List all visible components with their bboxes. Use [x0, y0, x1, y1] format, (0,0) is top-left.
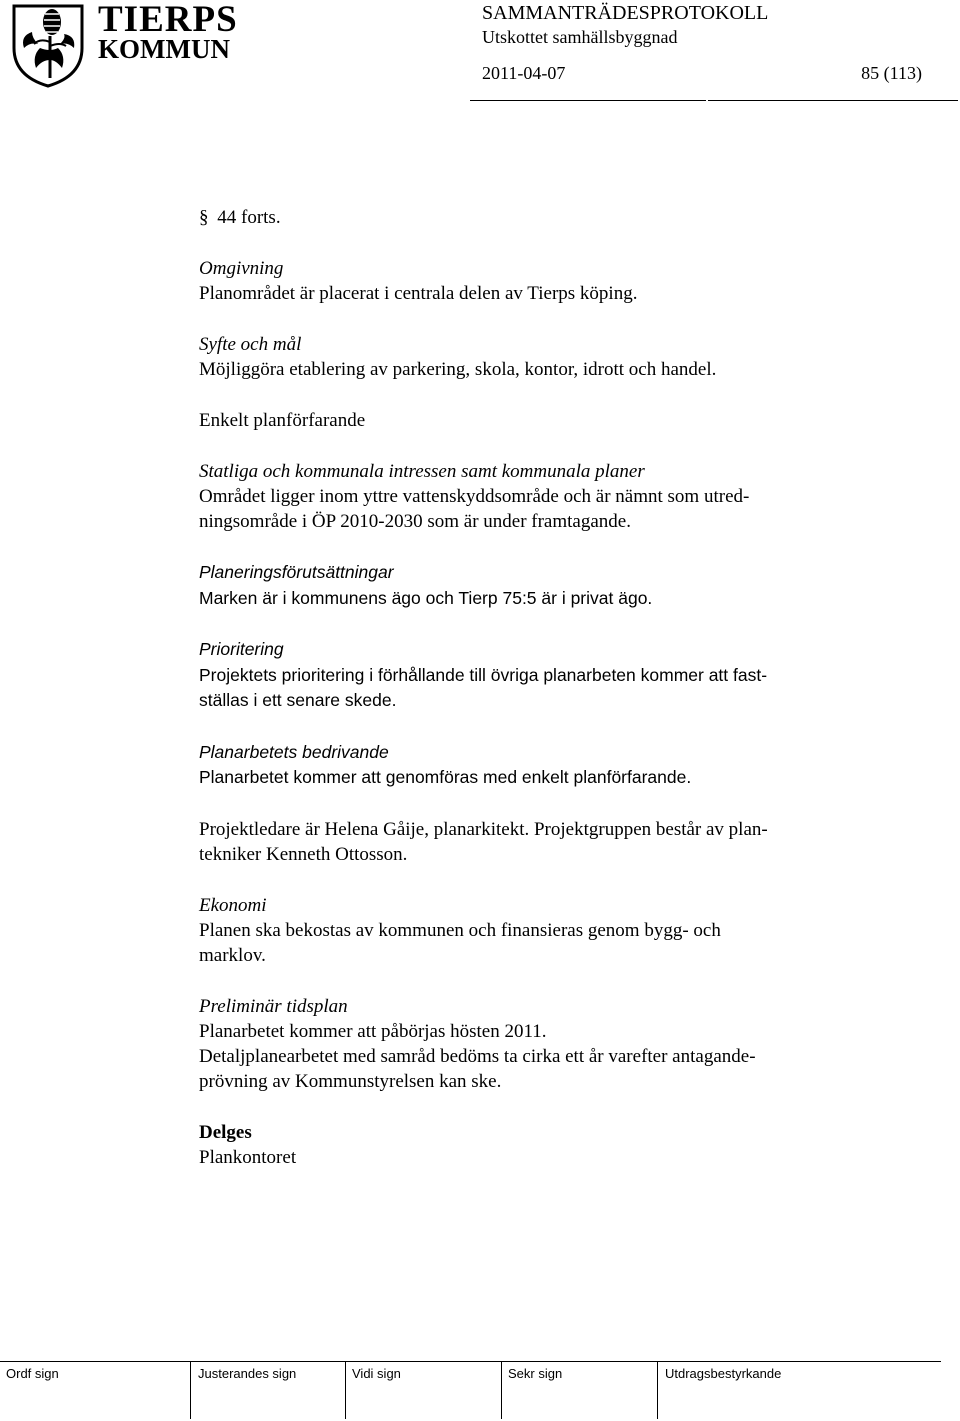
- coat-of-arms-icon: [10, 2, 86, 88]
- section-reference: [199, 205, 879, 230]
- page-number: 85 (113): [861, 63, 922, 83]
- section-symbol: §: [199, 207, 209, 228]
- heading-syfte: Syfte och mål: [199, 334, 302, 355]
- footer-column-separator: [657, 1361, 658, 1419]
- heading-preliminar-tidsplan: Preliminär tidsplan: [199, 995, 348, 1017]
- heading-statliga-intressen: Statliga och kommunala intressen samt kommunala planer: [199, 461, 645, 482]
- logo-wordmark-kommun: KOMMUN: [98, 34, 230, 64]
- text-tidsplan-line-1: Planarbetet kommer att påbörjas hösten 2011.: [199, 1020, 547, 1042]
- committee-name: Utskottet samhällsbyggnad: [482, 27, 678, 47]
- meeting-date: 2011-04-07: [482, 63, 566, 83]
- header-divider-left: [470, 100, 706, 101]
- heading-delges: Delges: [199, 1121, 252, 1143]
- text-projektledare-line-1: Projektledare är Helena Gåije, planarkitekt. Projektgruppen består av plan-: [199, 818, 768, 840]
- logo-wordmark-tierps: TIERPS: [98, 0, 238, 40]
- text-tidsplan-line-2: Detaljplanearbetet med samråd bedöms ta cirka ett år varefter antagande-: [199, 1045, 756, 1067]
- footer-sekr-sign: Sekr sign: [508, 1366, 563, 1381]
- document-title: SAMMANTRÄDESPROTOKOLL: [482, 2, 769, 24]
- text-omgivning: Planområdet är placerat i centrala delen av Tierps köping.: [199, 283, 638, 304]
- section-reference-text: 44 forts.: [217, 207, 281, 228]
- text-projektledare-line-2: tekniker Kenneth Ottosson.: [199, 843, 408, 865]
- municipality-logo: [8, 0, 288, 90]
- heading-ekonomi: Ekonomi: [199, 894, 267, 916]
- text-delges: Plankontoret: [199, 1146, 297, 1168]
- text-statliga-line-1: Området ligger inom yttre vattenskyddsområde och är nämnt som utred-: [199, 486, 750, 507]
- text-enkelt-planforfarande: Enkelt planförfarande: [199, 410, 366, 431]
- text-ekonomi-line-1: Planen ska bekostas av kommunen och finansieras genom bygg- och: [199, 919, 721, 941]
- text-planeringsforutsattningar: Marken är i kommunens ägo och Tierp 75:5 är i privat ägo.: [199, 587, 653, 608]
- footer-justerandes-sign: Justerandes sign: [198, 1366, 297, 1381]
- heading-omgivning: Omgivning: [199, 258, 284, 279]
- heading-planeringsforutsattningar: Planeringsförutsättningar: [199, 562, 394, 582]
- footer-divider: [0, 1361, 941, 1362]
- protocol-body: [199, 205, 879, 1170]
- heading-planarbetets-bedrivande: Planarbetets bedrivande: [199, 741, 389, 762]
- footer-column-separator: [190, 1361, 191, 1419]
- footer-column-separator: [345, 1361, 346, 1419]
- footer-utdragsbestyrkande: Utdragsbestyrkande: [665, 1366, 782, 1381]
- text-ekonomi-line-2: marklov.: [199, 944, 266, 966]
- text-prioritering-line-1: Projektets prioritering i förhållande till övriga planarbeten kommer att fast-: [199, 664, 768, 685]
- text-tidsplan-line-3: prövning av Kommunstyrelsen kan ske.: [199, 1070, 502, 1092]
- footer-vidi-sign: Vidi sign: [352, 1366, 401, 1381]
- header-divider-right: [708, 100, 958, 101]
- footer-ordf-sign: Ordf sign: [6, 1366, 59, 1381]
- footer-column-separator: [501, 1361, 502, 1419]
- text-syfte: Möjliggöra etablering av parkering, skola, kontor, idrott och handel.: [199, 359, 717, 380]
- text-planarbetets-bedrivande: Planarbetet kommer att genomföras med enkelt planförfarande.: [199, 767, 692, 787]
- heading-prioritering: Prioritering: [199, 639, 284, 659]
- text-prioritering-line-2: ställas i ett senare skede.: [199, 690, 397, 710]
- text-statliga-line-2: ningsområde i ÖP 2010-2030 som är under framtagande.: [199, 511, 631, 532]
